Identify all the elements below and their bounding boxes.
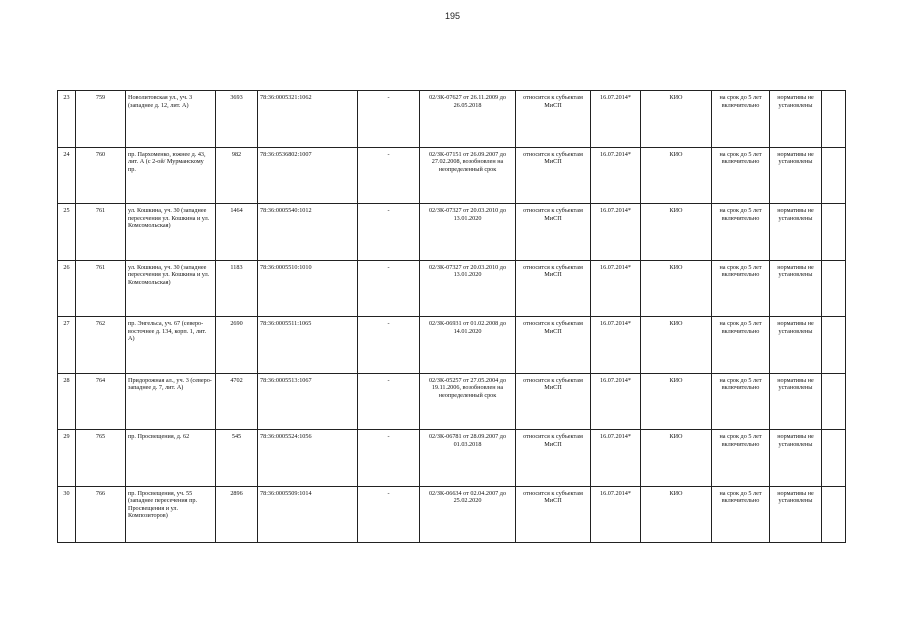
table-row — [58, 486, 846, 543]
empty-cell — [822, 373, 846, 430]
lease-term-cell: на срок до 5 лет включительно — [712, 204, 770, 261]
address-cell: пр. Энгельса, уч. 67 (северо-восточнее д. 134, корп. 1, лит. А) — [126, 317, 216, 374]
row-number-cell: 30 — [58, 486, 76, 543]
row-number-cell: 26 — [58, 260, 76, 317]
dash-cell: - — [358, 486, 420, 543]
address-cell: Новолитовская ул., уч. 3 (западнее д. 12, лит. А) — [126, 91, 216, 148]
row-number-cell: 23 — [58, 91, 76, 148]
sme-relation-cell: относится к субъектам МиСП — [516, 91, 591, 148]
area-cell: 4702 — [216, 373, 258, 430]
empty-cell — [822, 147, 846, 204]
area-cell: 2896 — [216, 486, 258, 543]
row-number-cell: 29 — [58, 430, 76, 487]
sme-relation-cell: относится к субъектам МиСП — [516, 260, 591, 317]
lease-period-cell: 02/ЗК-07327 от 20.03.2010 до 13.01.2020 — [420, 260, 516, 317]
norms-cell: нормативы не установлены — [770, 260, 822, 317]
object-id-cell: 761 — [76, 204, 126, 261]
lease-period-cell: 02/ЗК-07627 от 26.11.2009 до 26.05.2018 — [420, 91, 516, 148]
object-id-cell: 764 — [76, 373, 126, 430]
dash-cell: - — [358, 260, 420, 317]
lease-period-cell: 02/ЗК-07327 от 20.03.2010 до 13.01.2020 — [420, 204, 516, 261]
organization-cell: КИО — [641, 260, 712, 317]
lease-term-cell: на срок до 5 лет включительно — [712, 430, 770, 487]
area-cell: 2690 — [216, 317, 258, 374]
lease-term-cell: на срок до 5 лет включительно — [712, 260, 770, 317]
date-cell: 16.07.2014* — [591, 147, 641, 204]
sme-relation-cell: относится к субъектам МиСП — [516, 147, 591, 204]
area-cell: 982 — [216, 147, 258, 204]
organization-cell: КИО — [641, 147, 712, 204]
address-cell: пр. Просвещения, д. 62 — [126, 430, 216, 487]
lease-period-cell: 02/ЗК-06931 от 01.02.2008 до 14.01.2020 — [420, 317, 516, 374]
object-id-cell: 765 — [76, 430, 126, 487]
address-cell: ул. Кошкина, уч. 30 (западнее пересечения ул. Кошкина и ул. Комсомольская) — [126, 204, 216, 261]
sme-relation-cell: относится к субъектам МиСП — [516, 373, 591, 430]
area-cell: 545 — [216, 430, 258, 487]
date-cell: 16.07.2014* — [591, 430, 641, 487]
cadastral-number-cell: 78:36:0005524:1056 — [258, 430, 358, 487]
date-cell: 16.07.2014* — [591, 486, 641, 543]
table-row — [58, 430, 846, 487]
date-cell: 16.07.2014* — [591, 204, 641, 261]
lease-period-cell: 02/ЗК-07151 от 26.09.2007 до 27.02.2008, возобновлен на неопределенный срок — [420, 147, 516, 204]
dash-cell: - — [358, 373, 420, 430]
object-id-cell: 759 — [76, 91, 126, 148]
row-number-cell: 27 — [58, 317, 76, 374]
table-row — [58, 147, 846, 204]
sme-relation-cell: относится к субъектам МиСП — [516, 430, 591, 487]
norms-cell: нормативы не установлены — [770, 430, 822, 487]
cadastral-number-cell: 78:36:0005321:1062 — [258, 91, 358, 148]
row-number-cell: 24 — [58, 147, 76, 204]
norms-cell: нормативы не установлены — [770, 373, 822, 430]
dash-cell: - — [358, 147, 420, 204]
norms-cell: нормативы не установлены — [770, 147, 822, 204]
empty-cell — [822, 204, 846, 261]
row-number-cell: 25 — [58, 204, 76, 261]
date-cell: 16.07.2014* — [591, 317, 641, 374]
dash-cell: - — [358, 430, 420, 487]
norms-cell: нормативы не установлены — [770, 204, 822, 261]
address-cell: пр. Просвещения, уч. 55 (западнее пересечения пр. Просвещения и ул. Композиторов) — [126, 486, 216, 543]
date-cell: 16.07.2014* — [591, 373, 641, 430]
organization-cell: КИО — [641, 486, 712, 543]
address-cell: ул. Кошкина, уч. 30 (западнее пересечения ул. Кошкина и ул. Комсомольская) — [126, 260, 216, 317]
cadastral-number-cell: 78:36:0536802:1007 — [258, 147, 358, 204]
table-body — [58, 91, 846, 543]
lease-period-cell: 02/ЗК-06634 от 02.04.2007 до 25.02.2020 — [420, 486, 516, 543]
table-row — [58, 373, 846, 430]
organization-cell: КИО — [641, 204, 712, 261]
lease-term-cell: на срок до 5 лет включительно — [712, 91, 770, 148]
norms-cell: нормативы не установлены — [770, 486, 822, 543]
lease-term-cell: на срок до 5 лет включительно — [712, 373, 770, 430]
object-id-cell: 760 — [76, 147, 126, 204]
empty-cell — [822, 260, 846, 317]
area-cell: 1464 — [216, 204, 258, 261]
date-cell: 16.07.2014* — [591, 91, 641, 148]
row-number-cell: 28 — [58, 373, 76, 430]
table-row — [58, 91, 846, 148]
table-row — [58, 204, 846, 261]
dash-cell: - — [358, 204, 420, 261]
organization-cell: КИО — [641, 373, 712, 430]
empty-cell — [822, 317, 846, 374]
object-id-cell: 762 — [76, 317, 126, 374]
organization-cell: КИО — [641, 317, 712, 374]
sme-relation-cell: относится к субъектам МиСП — [516, 204, 591, 261]
lease-term-cell: на срок до 5 лет включительно — [712, 147, 770, 204]
object-id-cell: 761 — [76, 260, 126, 317]
organization-cell: КИО — [641, 430, 712, 487]
area-cell: 1183 — [216, 260, 258, 317]
organization-cell: КИО — [641, 91, 712, 148]
cadastral-number-cell: 78:36:0005510:1010 — [258, 260, 358, 317]
norms-cell: нормативы не установлены — [770, 91, 822, 148]
address-cell: пр. Пархоменко, южнее д. 43, лит. А (с 2-ой/ Мурманскому пр. — [126, 147, 216, 204]
cadastral-number-cell: 78:36:0005511:1065 — [258, 317, 358, 374]
dash-cell: - — [358, 91, 420, 148]
empty-cell — [822, 430, 846, 487]
date-cell: 16.07.2014* — [591, 260, 641, 317]
norms-cell: нормативы не установлены — [770, 317, 822, 374]
lease-period-cell: 02/ЗК-05257 от 27.05.2004 до 19.11.2006, возобновлен на неопределенный срок — [420, 373, 516, 430]
lease-term-cell: на срок до 5 лет включительно — [712, 317, 770, 374]
page-number: 195 — [444, 11, 461, 21]
cadastral-number-cell: 78:36:0005513:1067 — [258, 373, 358, 430]
dash-cell: - — [358, 317, 420, 374]
lease-term-cell: на срок до 5 лет включительно — [712, 486, 770, 543]
sme-relation-cell: относится к субъектам МиСП — [516, 317, 591, 374]
registry-table — [57, 90, 846, 543]
cadastral-number-cell: 78:36:0005540:1012 — [258, 204, 358, 261]
empty-cell — [822, 91, 846, 148]
empty-cell — [822, 486, 846, 543]
sme-relation-cell: относится к субъектам МиСП — [516, 486, 591, 543]
table-row — [58, 260, 846, 317]
cadastral-number-cell: 78:36:0005509:1014 — [258, 486, 358, 543]
table-row — [58, 317, 846, 374]
area-cell: 3693 — [216, 91, 258, 148]
address-cell: Придорожная ал., уч. 3 (северо-западнее д. 7, лит. А) — [126, 373, 216, 430]
object-id-cell: 766 — [76, 486, 126, 543]
lease-period-cell: 02/ЗК-06781 от 28.09.2007 до 01.03.2018 — [420, 430, 516, 487]
